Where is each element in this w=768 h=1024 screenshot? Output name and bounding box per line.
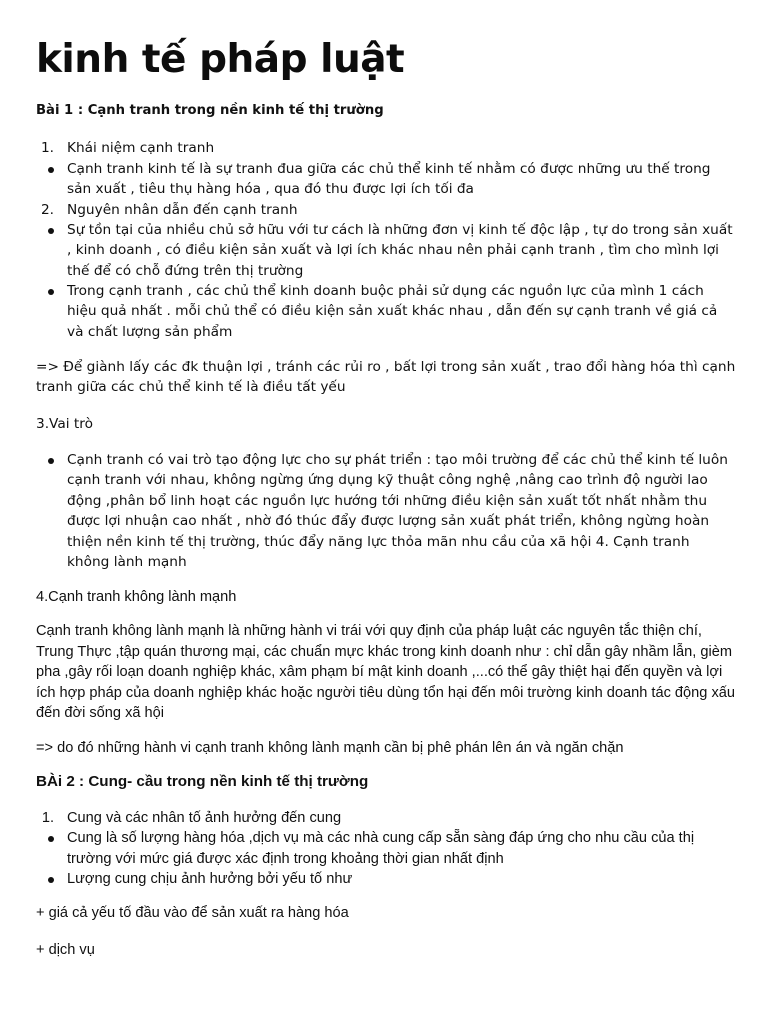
bullet-icon bbox=[48, 167, 54, 173]
bullet-item bbox=[36, 828, 736, 869]
lesson2-heading: BÀi 2 : Cung- cầu trong nền kinh tế thị trường bbox=[36, 773, 369, 790]
paragraph: Cạnh tranh không lành mạnh là những hành vi trái với quy định của pháp luật các nguyên tắc thiện chí, Trung Thực ,tập quán thương mại, các chuẩn mực khác trong kinh doanh như : chỉ dẫn gây nhầm lẫn, gièm pha ,gây rối loạn doanh nghiệp khác, xâm phạm bí mật kinh doanh ,...có thể gây thiệt hại đến quyền và lợi ích hợp pháp của doanh nghiệp khác hoặc người tiêu dùng tổn hại đến môi trường kinh doanh tác động xấu đến đời sống xã hội bbox=[36, 623, 735, 722]
bullet-icon bbox=[48, 836, 54, 842]
page-title: kinh tế pháp luật bbox=[36, 37, 405, 82]
list-number: 1. bbox=[40, 140, 54, 156]
factor-line: + dịch vụ bbox=[36, 942, 95, 958]
bullet-item bbox=[36, 159, 736, 200]
section-3-heading: 3.Vai trò bbox=[36, 416, 93, 432]
list-item-text: Khái niệm cạnh tranh bbox=[67, 140, 215, 156]
bullet-icon bbox=[48, 228, 54, 234]
list-item-text: Cung và các nhân tố ảnh hưởng đến cung bbox=[67, 810, 342, 826]
list-number: 2. bbox=[40, 202, 54, 218]
section-4-heading: 4.Cạnh tranh không lành mạnh bbox=[36, 589, 237, 605]
bullet-icon bbox=[48, 877, 54, 883]
list-item-text: Nguyên nhân dẫn đến cạnh tranh bbox=[67, 202, 298, 218]
numbered-item-1 bbox=[36, 138, 736, 158]
bullet-item bbox=[36, 220, 736, 281]
factor-line: + giá cả yếu tố đầu vào để sản xuất ra hàng hóa bbox=[36, 905, 349, 921]
list-number: 1. bbox=[41, 810, 54, 826]
numbered-item-1 bbox=[36, 808, 736, 829]
bullet-item bbox=[36, 450, 736, 572]
list-item-text: Trong cạnh tranh , các chủ thể kinh doanh buộc phải sử dụng các nguồn lực của mình 1 cách hiệu quả nhất . mỗi chủ thể có điều kiện sản xuất khác nhau , dẫn đến sự cạnh tranh về giá cả và chất lượng sản phẩm bbox=[67, 283, 718, 340]
list-item-text: Cạnh tranh kinh tế là sự tranh đua giữa các chủ thể kinh tế nhằm có được những ưu thế trong sản xuất , tiêu thụ hàng hóa , qua đó thu được lợi ích tối đa bbox=[67, 161, 711, 198]
list-item-text: Cạnh tranh có vai trò tạo động lực cho sự phát triển : tạo môi trường để các chủ thể kinh tế luôn cạnh tranh với nhau, không ngừng ứng dụng kỹ thuật công nghệ ,nâng cao trình độ người lao động ,phân bổ linh hoạt các nguồn lực hướng tới những điều kiện sản xuất tốt nhất nhằm thu được lợi nhuận cao nhất , nhờ đó thúc đẩy được lượng sản xuất phát triển, không ngừng hoàn thiện nền kinh tế thị trường, thúc đẩy năng lực thỏa mãn nhu cầu của xã hội 4. Cạnh tranh không lành mạnh bbox=[67, 452, 728, 571]
bullet-item bbox=[36, 869, 736, 890]
lesson1-heading: Bài 1 : Cạnh tranh trong nền kinh tế thị trường bbox=[36, 103, 384, 118]
bullet-icon bbox=[48, 458, 54, 464]
list-item-text: Cung là số lượng hàng hóa ,dịch vụ mà các nhà cung cấp sẵn sàng đáp ứng cho nhu cầu của thị trường với mức giá được xác định trong khoảng thời gian nhất định bbox=[67, 830, 695, 867]
list-item-text: Sự tồn tại của nhiều chủ sở hữu với tư cách là những đơn vị kinh tế độc lập , tự do trong sản xuất , kinh doanh , có điều kiện sản xuất và lợi ích khác nhau nên phải cạnh tranh , tìm cho mình lợi thế để có chỗ đứng trên thị trường bbox=[67, 222, 733, 279]
bullet-icon bbox=[48, 289, 54, 295]
conclusion-paragraph: => do đó những hành vi cạnh tranh không lành mạnh cần bị phê phán lên án và ngăn chặn bbox=[36, 740, 624, 756]
conclusion-paragraph: => Để giành lấy các đk thuận lợi , tránh các rủi ro , bất lợi trong sản xuất , trao đổi hàng hóa thì cạnh tranh giữa các chủ thể kinh tế là điều tất yếu bbox=[36, 359, 736, 396]
list-item-text: Lượng cung chịu ảnh hưởng bởi yếu tố như bbox=[67, 871, 353, 887]
numbered-item-2 bbox=[36, 200, 736, 220]
bullet-item bbox=[36, 281, 736, 342]
